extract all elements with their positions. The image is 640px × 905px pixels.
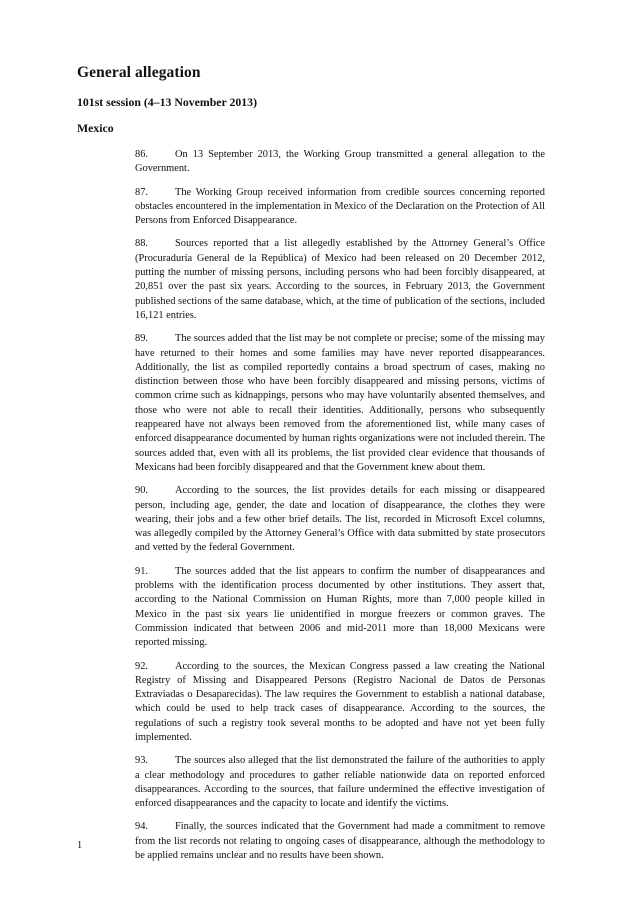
paragraph-number: 94.: [135, 821, 148, 833]
document-body: [135, 148, 545, 863]
paragraph-number: 86.: [135, 149, 148, 160]
session-subtitle: 101st session (4–13 November 2013): [77, 94, 258, 109]
paragraph-text: The sources added that the list appears to confirm the number of disappearances and problems with the identification process documented by other institutions. They assert that, according to the National Commission on Human Rights, more than 7,000 people killed in Mexico in the past six years lie unidentified in morgue freezers or common graves. The Commission indicated that between 2006 and mid-2011 more than 18,000 Mexicans were reported missing.: [135, 565, 545, 649]
paragraph-text: On 13 September 2013, the Working Group transmitted a general allegation to the Government.: [135, 149, 545, 175]
paragraph-number: 93.: [135, 755, 148, 767]
paragraph-number: 89.: [135, 333, 148, 345]
paragraph-text: Finally, the sources indicated that the Government had made a commitment to remove from the list records not relating to ongoing cases of disappearance, although the methodology to be applied remains unclear and no results have been shown.: [135, 821, 545, 862]
paragraph: [135, 820, 545, 863]
country-subtitle: Mexico: [77, 121, 114, 136]
document-heading-block: [77, 64, 547, 136]
paragraph-number: 87.: [135, 186, 148, 198]
paragraph: [135, 754, 545, 811]
paragraph-text: The sources added that the list may be not complete or precise; some of the missing may have returned to their homes and some families may have never reported disappearances. Additionally, the list as compiled reportedly contains a broad spectrum of cases, making no distinction between those who have been forcibly disappeared and missing persons, victims of common crime such as kidnappings, persons who may have voluntarily absented themselves, and those who were not able to recall their identities. Additionally, persons who subsequently reappeared have not always been removed from the aforementioned list, while many cases of enforced disappearance documented by human rights organizations were not included therein. The sources added that, even with all its problems, the list provided clear evidence that thousands of Mexicans had been forcibly disappeared and that the Government knew about them.: [135, 333, 545, 473]
paragraph: [135, 148, 545, 177]
paragraph: [135, 237, 545, 323]
paragraph-text: According to the sources, the Mexican Congress passed a law creating the National Registry of Missing and Disappeared Persons (Registro Nacional de Datos de Personas Extraviadas o Desaparecidas). The law requires the Government to establish a national database, which could be used to help track cases of disappearance. According to the sources, the regulations of such a registry took several months to be adopted and have not yet been fully implemented.: [135, 660, 545, 743]
paragraph-text: The Working Group received information from credible sources concerning reported obstacles encountered in the implementation in Mexico of the Declaration on the Protection of All Persons from Enforced Disappearance.: [135, 186, 545, 227]
paragraph-text: Sources reported that a list allegedly established by the Attorney General’s Office (Procuraduría General de la República) of Mexico had been released on 20 December 2012, putting the number of missing persons, including persons who had been forcibly disappeared, at 20,851 over the past six years. According to the sources, in February 2013, the Government published sections of the same database, which, at the time of publication of the sections, included 16,121 entries.: [135, 238, 545, 321]
paragraph: [135, 332, 545, 475]
paragraph-text: The sources also alleged that the list demonstrated the failure of the authorities to apply a clear methodology and procedures to gather reliable nationwide data on reported enforced disappearances. According to the sources, that failure undermined the effective investigation of enforced disappearances and the capacity to locate and identify the victims.: [135, 755, 545, 810]
paragraph-text: According to the sources, the list provides details for each missing or disappeared person, including age, gender, the date and location of disappearance, the clothes they were wearing, their jobs and a few other brief details. The list, recorded in Microsoft Excel columns, was allegedly compiled by the Attorney General’s Office with data submitted by state prosecutors and vetted by the federal Government.: [135, 485, 545, 554]
paragraph: [135, 660, 545, 746]
paragraph-number: 90.: [135, 485, 148, 497]
page-number: 1: [77, 840, 83, 851]
paragraph: [135, 565, 545, 651]
paragraph: [135, 484, 545, 555]
page-title: General allegation: [77, 64, 201, 81]
paragraph-number: 88.: [135, 238, 148, 250]
paragraph-number: 92.: [135, 660, 148, 672]
paragraph-number: 91.: [135, 565, 148, 577]
paragraph: [135, 186, 545, 229]
